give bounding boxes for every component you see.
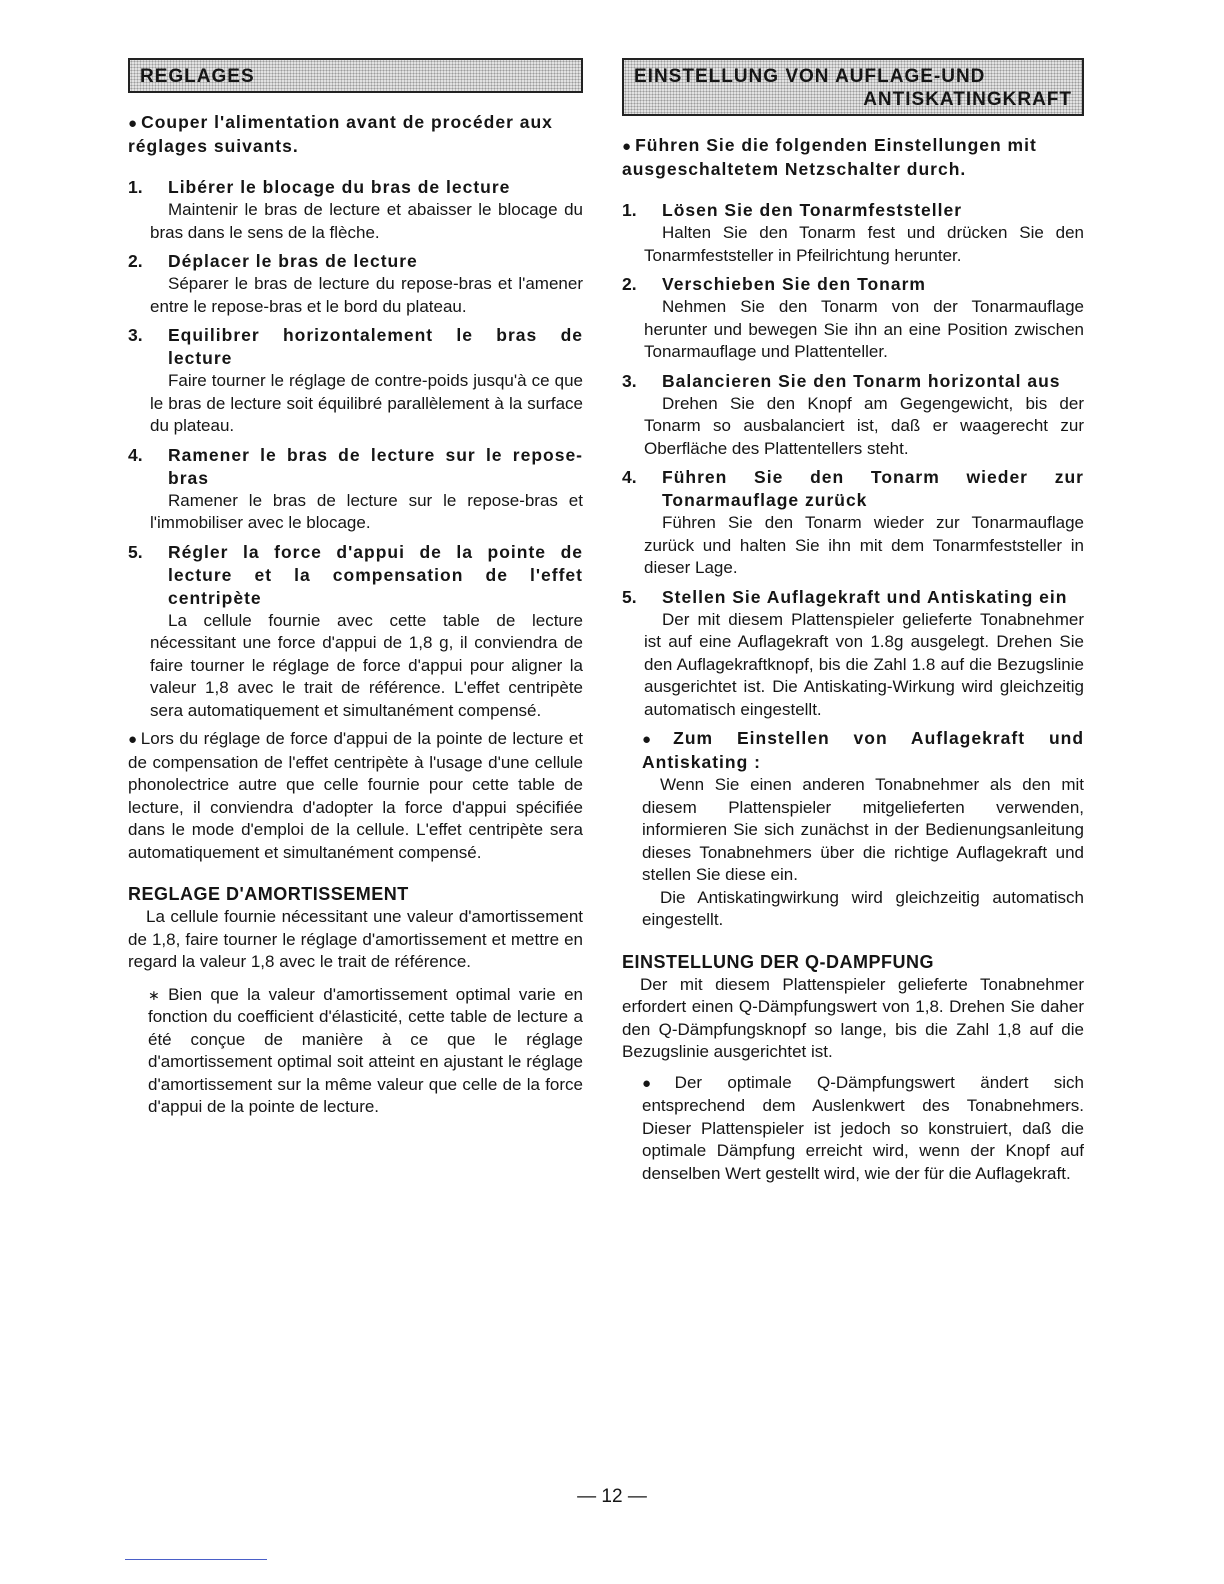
bullet-icon: ● (128, 115, 139, 132)
step-item (128, 444, 583, 535)
step-item (622, 586, 1084, 722)
step-body (150, 273, 583, 318)
step-body (150, 199, 583, 244)
step-title: Lösen Sie den Tonarmfeststeller (662, 200, 963, 220)
step-title: Déplacer le bras de lecture (168, 251, 418, 271)
step-body (644, 512, 1084, 580)
step-body (150, 610, 583, 723)
intro-paragraph (622, 134, 1084, 181)
step-item (622, 466, 1084, 580)
step-body-text: Nehmen Sie den Tonarm von der Tonarmauflage herunter und bewegen Sie ihn an eine Position zwischen Tonarmauflage und Plattenteller. (644, 297, 1084, 361)
right-column-german (622, 58, 1084, 1185)
damping-paragraph (128, 906, 583, 974)
section-title-q-dampfung: EINSTELLUNG DER Q-DAMPFUNG (622, 951, 934, 972)
step-title: Führen Sie den Tonarm wieder zur Tonarmauflage zurück (662, 467, 1084, 510)
subsection-paragraph (642, 774, 1084, 887)
step-number: 3. (622, 370, 637, 391)
step-title: Equilibrer horizontalement le bras de lecture (168, 325, 583, 368)
step-title: Stellen Sie Auflagekraft und Antiskating ein (662, 586, 1068, 607)
subsection-paragraph-2 (642, 887, 1084, 932)
subsection-title (642, 727, 1084, 774)
subsection-text-2: Die Antiskatingwirkung wird gleichzeitig automatisch eingestellt. (642, 887, 1084, 929)
step-body (644, 222, 1084, 267)
step-title: Balancieren Sie den Tonarm horizontal aus (662, 370, 1061, 391)
step-body (644, 393, 1084, 461)
step-title: Libérer le blocage du bras de lecture (168, 177, 511, 197)
step-item (128, 324, 583, 438)
note-paragraph (128, 728, 583, 864)
intro-paragraph (128, 111, 583, 158)
section-banner-reglages (128, 58, 583, 93)
step-number: 2. (622, 274, 637, 294)
step-body-text: La cellule fournie avec cette table de lecture nécessitant une force d'appui de 1,8 g, il conviendra de faire tourner le réglage de force d'appui pour aligner la valeur 1,8 avec le trait de référence. L'effet centripète sera automatiquement et simultanément compensé. (150, 610, 583, 720)
step-number: 4. (128, 444, 143, 465)
subsection-text: Wenn Sie einen anderen Tonabnehmer als den mit diesem Plattenspieler mitgelieferten verwenden, informieren Sie sich zunächst in der Bedienungsanleitung dieses Tonabnehmers über die richtige Auflagekraft und stellen Sie diese ein. (642, 775, 1084, 884)
step-body (150, 490, 583, 535)
bottom-rule (125, 1559, 267, 1560)
steps-list (128, 176, 583, 722)
banner-text: REGLAGES (140, 66, 255, 87)
bullet-icon: ● (128, 731, 138, 748)
left-column-french (128, 58, 583, 1119)
asterisk-icon: ∗ (148, 986, 160, 1003)
step-number: 1. (622, 200, 637, 220)
step-body (150, 370, 583, 438)
step-item (128, 250, 583, 318)
section-banner-einstellung (622, 58, 1084, 116)
step-item (622, 273, 1084, 364)
step-number: 4. (622, 467, 637, 487)
bullet-icon: ● (622, 138, 633, 155)
step-body-text: Der mit diesem Plattenspieler gelieferte Tonabnehmer ist auf eine Auflagekraft von 1.8g ausgelegt. Drehen Sie den Auflagekraftknopf, bis die Zahl 1.8 auf die Bezugslinie ausgerichtet ist. Die Antiskating-Wirkung wird gleichzeitig automatisch eingestellt. (644, 609, 1084, 719)
step-body (644, 296, 1084, 364)
step-body-text: Ramener le bras de lecture sur le repose-bras et l'immobiliser avec le blocage. (150, 490, 583, 532)
subsection-title-text: Zum Einstellen von Auflagekraft und Antiskating : (642, 728, 1085, 772)
step-title: Verschieben Sie den Tonarm (662, 274, 926, 294)
step-item (622, 370, 1084, 461)
q-text: Der mit diesem Plattenspieler gelieferte Tonabnehmer erfordert einen Q-Dämpfungswert von 1,8. Drehen Sie daher den Q-Dämpfungsknopf so lange, bis die Zahl 1,8 auf die Bezugslinie ausgerichtet ist. (622, 974, 1084, 1061)
step-item (128, 176, 583, 244)
page-number: — 12 — (577, 1486, 647, 1507)
step-body-text: Halten Sie den Tonarm fest und drücken Sie den Tonarmfeststeller in Pfeilrichtung herunter. (644, 223, 1084, 265)
banner-text-line1: EINSTELLUNG VON AUFLAGE-UND (634, 66, 986, 87)
step-number: 1. (128, 177, 143, 197)
step-body-text: Maintenir le bras de lecture et abaisser le blocage du bras dans le sens de la flèche. (150, 200, 583, 242)
step-body-text: Séparer le bras de lecture du repose-bras et l'amener entre le repose-bras et le bord du plateau. (150, 274, 583, 316)
step-title: Ramener le bras de lecture sur le repose-bras (168, 444, 583, 488)
step-body-text: Drehen Sie den Knopf am Gegengewicht, bis der Tonarm so ausbalanciert ist, daß er waagerecht zur Oberfläche des Plattentellers steht. (644, 393, 1084, 458)
damping-text: La cellule fournie nécessitant une valeur d'amortissement de 1,8, faire tourner le réglage d'amortissement et mettre en regard la valeur 1,8 avec le trait de référence. (128, 907, 583, 971)
banner-text-line2: ANTISKATINGKRAFT (863, 89, 1072, 110)
step-body (644, 609, 1084, 722)
step-number: 5. (622, 586, 637, 607)
section-title-amortissement: REGLAGE D'AMORTISSEMENT (128, 884, 409, 904)
bullet-icon: ● (642, 1074, 672, 1092)
step-number: 5. (128, 541, 143, 562)
damping-note (148, 984, 583, 1119)
intro-text: Führen Sie die folgenden Einstellungen mit ausgeschaltetem Netzschalter durch. (622, 135, 1037, 179)
step-number: 2. (128, 251, 143, 271)
step-title: Régler la force d'appui de la pointe de lecture et la compensation de l'effet centripète (168, 541, 583, 608)
intro-text: Couper l'alimentation avant de procéder aux réglages suivants. (128, 112, 553, 156)
q-paragraph (622, 974, 1084, 1064)
step-item (622, 199, 1084, 267)
step-body-text: Faire tourner le réglage de contre-poids jusqu'à ce que le bras de lecture soit équilibré parallèlement à la surface du plateau. (150, 371, 583, 435)
steps-list (622, 199, 1084, 721)
step-body-text: Führen Sie den Tonarm wieder zur Tonarmauflage zurück und halten Sie ihn mit dem Tonarmfeststeller in dieser Lage. (644, 513, 1084, 577)
q-note-text: Der optimale Q-Dämpfungswert ändert sich entsprechend dem Auslenkwert des Tonabnehmers. Dieser Plattenspieler ist jedoch so konstruiert, daß die optimale Dämpfung erreicht wird, wenn der Knopf auf denselben Wert gestellt wird, wie der für die Auflagekraft. (642, 1072, 1084, 1183)
q-note (642, 1072, 1084, 1186)
damping-note-text: Bien que la valeur d'amortissement optimal varie en fonction du coefficient d'élasticité, cette table de lecture a été conçue de manière à ce que le réglage d'amortissement optimal soit atteint en ajustant le réglage d'amortissement sur la même valeur que celle de la force d'appui de la pointe de lecture. (148, 984, 583, 1116)
note-text: Lors du réglage de force d'appui de la pointe de lecture et de compensation de l'effet centripète à l'usage d'une cellule phonolectrice autre que celle fournie pour cette table de lecture, il conviendra d'adopter la force d'appui spécifiée dans le mode d'emploi de la cellule. L'effet centripète sera automatiquement et simultanément compensé. (128, 729, 584, 862)
step-number: 3. (128, 325, 143, 345)
bullet-icon: ● (642, 731, 671, 748)
step-item (128, 541, 583, 723)
